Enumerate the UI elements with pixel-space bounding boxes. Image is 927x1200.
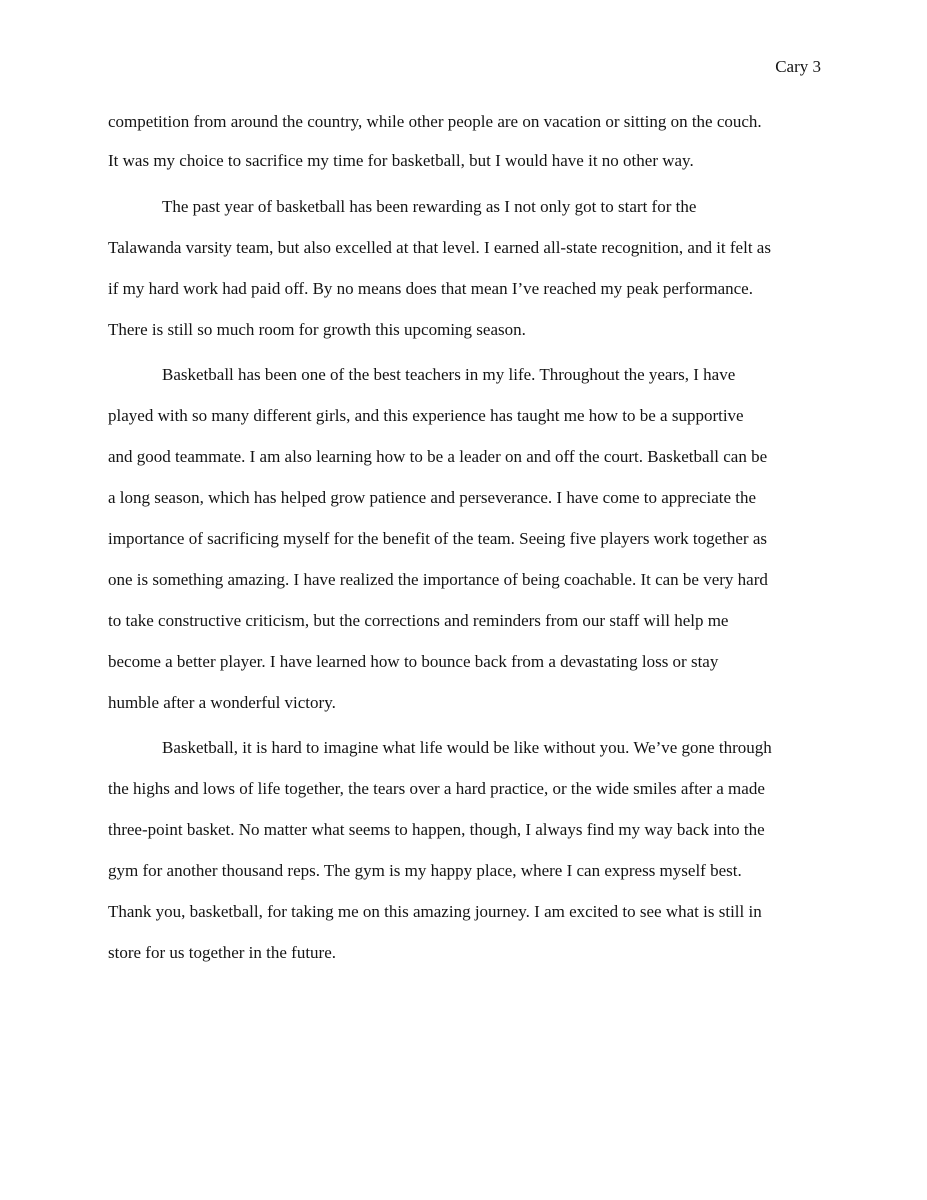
text-line: importance of sacrificing myself for the benefit of the team. Seeing five players work together as [108,529,767,548]
text-line: store for us together in the future. [108,943,337,962]
text-line: the highs and lows of life together, the tears over a hard practice, or the wide smiles after a made [108,779,765,798]
text-line: Basketball has been one of the best teachers in my life. Throughout the years, I have [162,365,736,384]
text-line: Talawanda varsity team, but also excelled at that level. I earned all-state recognition, and it felt as [108,238,771,257]
paragraph-2 [108,193,820,343]
text-line: if my hard work had paid off. By no means does that mean I’ve reached my peak performance. [108,279,753,298]
text-line: The past year of basketball has been rewarding as I not only got to start for the [162,197,697,216]
text-line: one is something amazing. I have realized the importance of being coachable. It can be very hard [108,570,768,589]
running-head: Cary 3 [775,57,821,76]
text-line: Basketball, it is hard to imagine what life would be like without you. We’ve gone through [162,738,772,757]
text-line: and good teammate. I am also learning how to be a leader on and off the court. Basketball can be [108,447,768,466]
text-line: competition from around the country, while other people are on vacation or sitting on the couch. [108,112,762,131]
text-line: humble after a wonderful victory. [108,693,336,712]
paragraph-1 [108,108,820,174]
text-line: a long season, which has helped grow patience and perseverance. I have come to appreciate the [108,488,757,507]
text-line: become a better player. I have learned how to bounce back from a devastating loss or stay [108,652,719,671]
paragraph-3 [108,361,820,716]
text-line: played with so many different girls, and this experience has taught me how to be a supportive [108,406,744,425]
text-line: It was my choice to sacrifice my time for basketball, but I would have it no other way. [108,151,694,170]
text-line: gym for another thousand reps. The gym is my happy place, where I can express myself best. [108,861,742,880]
text-line: There is still so much room for growth this upcoming season. [108,320,526,339]
text-line: three-point basket. No matter what seems to happen, though, I always find my way back into the [108,820,765,839]
paragraph-4 [108,734,820,966]
essay-body [108,108,820,966]
text-line: Thank you, basketball, for taking me on this amazing journey. I am excited to see what is still in [108,902,762,921]
text-line: to take constructive criticism, but the corrections and reminders from our staff will help me [108,611,729,630]
